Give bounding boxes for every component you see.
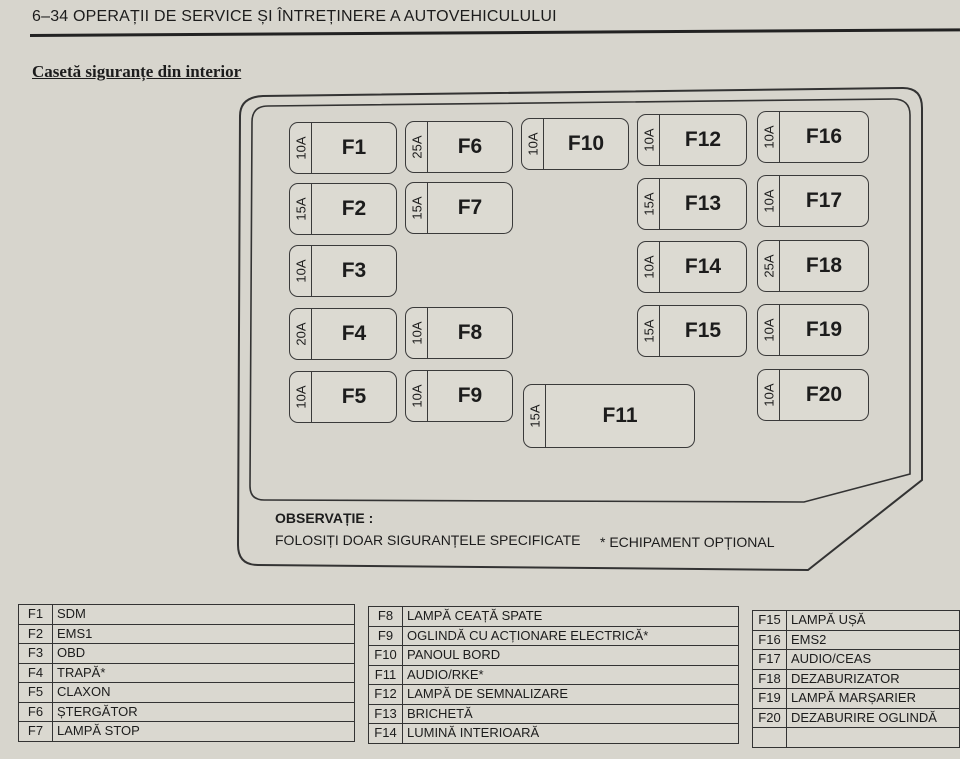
fuse-description-cell: TRAPĂ* [53,663,355,683]
optional-note: * ECHIPAMENT OPȚIONAL [600,534,775,550]
fuse-rating-label: 10A [761,125,776,149]
fuse-rating [638,115,660,165]
fuse-label: F18 [805,254,843,277]
fuse-code-cell: F9 [369,626,403,646]
fuse-code-cell: F12 [369,685,403,705]
fuse-code-cell: F4 [19,663,53,683]
fuse-rating [290,123,312,173]
fuse-rating [758,370,780,420]
fuse-code-cell: F6 [19,702,53,722]
fuse-f6 [405,121,513,173]
fuse-description-cell: DEZABURIZATOR [787,669,960,689]
fuse-code-cell: F7 [19,722,53,742]
table-row [369,704,739,724]
fuse-rating-label: 15A [527,404,542,428]
fuse-rating-label: 20A [293,322,308,346]
fuse-rating [758,305,780,355]
fuse-description-cell: BRICHETĂ [403,704,739,724]
table-row [19,605,355,625]
fuse-label: F16 [805,125,843,148]
fuse-description-cell: LAMPĂ DE SEMNALIZARE [403,685,739,705]
table-row [369,626,739,646]
table-row [369,665,739,685]
legend-table-2 [368,606,739,744]
fuse-rating-label: 10A [641,255,656,279]
fuse-rating [758,241,780,291]
fuse-label: F4 [341,322,367,345]
fuse-description-cell [787,728,960,748]
table-row [19,683,355,703]
fuse-code-cell: F13 [369,704,403,724]
fuse-description-cell: LAMPĂ CEAȚĂ SPATE [403,607,739,627]
fuse-label: F1 [341,136,367,159]
fuse-rating-label: 15A [293,197,308,221]
fuse-label: F11 [602,404,638,427]
fuse-f11 [523,384,695,448]
fuse-f10 [521,118,629,170]
fuse-rating [524,385,546,447]
table-row [753,611,960,631]
fuse-rating [522,119,544,169]
fuse-rating-label: 10A [409,384,424,408]
table-row [369,724,739,744]
fuse-rating-label: 10A [525,132,540,156]
fuse-label: F13 [684,192,722,215]
fuse-f3 [289,245,397,297]
fuse-label: F5 [341,385,367,408]
table-row [19,663,355,683]
fuse-f7 [405,182,513,234]
fuse-label: F2 [341,197,367,220]
table-row [19,722,355,742]
fuse-code-cell: F20 [753,708,787,728]
fuse-rating-label: 10A [761,318,776,342]
fuse-rating-label: 10A [641,128,656,152]
fuse-f9 [405,370,513,422]
note-text: FOLOSIȚI DOAR SIGURANȚELE SPECIFICATE [275,532,581,548]
fuse-code-cell: F8 [369,607,403,627]
fuse-f16 [757,111,869,163]
fuse-code-cell: F15 [753,611,787,631]
table-row [753,708,960,728]
fuse-rating [290,184,312,234]
legend-table-1 [18,604,355,742]
fuse-description-cell: OGLINDĂ CU ACȚIONARE ELECTRICĂ* [403,626,739,646]
fuse-description-cell: EMS1 [53,624,355,644]
fuse-f20 [757,369,869,421]
fuse-code-cell: F1 [19,605,53,625]
table-row [753,669,960,689]
fuse-description-cell: LAMPĂ MARȘARIER [787,689,960,709]
legend-table-3 [752,610,960,748]
section-title: Casetă siguranțe din interior [32,62,242,81]
table-row [753,728,960,748]
fuse-code-cell: F5 [19,683,53,703]
fuse-rating-label: 10A [409,321,424,345]
fuse-code-cell: F19 [753,689,787,709]
fuse-label: F19 [805,318,843,341]
table-row [753,630,960,650]
fuse-label: F6 [457,135,483,158]
fuse-f8 [405,307,513,359]
fuse-rating-label: 10A [761,189,776,213]
fuse-code-cell: F16 [753,630,787,650]
fuse-f13 [637,178,747,230]
fuse-rating [638,242,660,292]
fuse-label: F14 [684,255,722,278]
fuse-f19 [757,304,869,356]
fuse-rating [406,122,428,172]
fuse-rating [758,176,780,226]
fuse-label: F3 [341,259,367,282]
fuse-f17 [757,175,869,227]
table-row [753,650,960,670]
fuse-description-cell: LAMPĂ STOP [53,722,355,742]
fuse-code-cell: F2 [19,624,53,644]
table-row [753,689,960,709]
fuse-rating-label: 15A [641,319,656,343]
fuse-rating-label: 25A [409,135,424,159]
table-row [369,685,739,705]
fuse-code-cell: F3 [19,644,53,664]
fuse-description-cell: DEZABURIRE OGLINDĂ [787,708,960,728]
fuse-rating [638,306,660,356]
fuse-f15 [637,305,747,357]
fuse-description-cell: ȘTERGĂTOR [53,702,355,722]
fuse-code-cell: F17 [753,650,787,670]
fuse-rating [406,308,428,358]
fuse-description-cell: AUDIO/CEAS [787,650,960,670]
fuse-label: F9 [457,384,483,407]
fuse-rating [290,246,312,296]
table-row [369,646,739,666]
fuse-rating [638,179,660,229]
fuse-f2 [289,183,397,235]
fuse-description-cell: EMS2 [787,630,960,650]
fuse-label: F20 [805,383,843,406]
table-row [19,624,355,644]
fuse-code-cell: F10 [369,646,403,666]
fuse-description-cell: LAMPĂ UȘĂ [787,611,960,631]
fuse-description-cell: PANOUL BORD [403,646,739,666]
fuse-rating-label: 15A [409,196,424,220]
fuse-rating [406,371,428,421]
fuse-label: F12 [684,128,722,151]
fuse-rating-label: 10A [293,136,308,160]
fuse-rating-label: 10A [761,383,776,407]
fuse-description-cell: AUDIO/RKE* [403,665,739,685]
fuse-code-cell: F11 [369,665,403,685]
fuse-code-cell: F14 [369,724,403,744]
fuse-f4 [289,308,397,360]
fuse-f5 [289,371,397,423]
note-title: OBSERVAȚIE : [275,510,374,526]
table-row [369,607,739,627]
fuse-rating-label: 10A [293,385,308,409]
fuse-rating-label: 25A [761,254,776,278]
fuse-rating [290,372,312,422]
fuse-f14 [637,241,747,293]
fuse-code-cell [753,728,787,748]
fuse-label: F10 [567,132,605,155]
fuse-description-cell: OBD [53,644,355,664]
fuse-label: F7 [457,196,483,219]
fuse-label: F8 [457,321,483,344]
table-row [19,702,355,722]
fuse-rating [406,183,428,233]
fuse-f18 [757,240,869,292]
fuse-rating [758,112,780,162]
fuse-rating-label: 15A [641,192,656,216]
table-row [19,644,355,664]
fuse-code-cell: F18 [753,669,787,689]
page-header: 6–34 OPERAȚII DE SERVICE ȘI ÎNTREȚINERE A AUTOVEHICULULUI [32,8,557,25]
fuse-f12 [637,114,747,166]
fuse-f1 [289,122,397,174]
fuse-description-cell: CLAXON [53,683,355,703]
fuse-label: F17 [805,189,843,212]
fuse-description-cell: SDM [53,605,355,625]
fuse-description-cell: LUMINĂ INTERIOARĂ [403,724,739,744]
fuse-rating [290,309,312,359]
fuse-rating-label: 10A [293,259,308,283]
fuse-label: F15 [684,319,722,342]
